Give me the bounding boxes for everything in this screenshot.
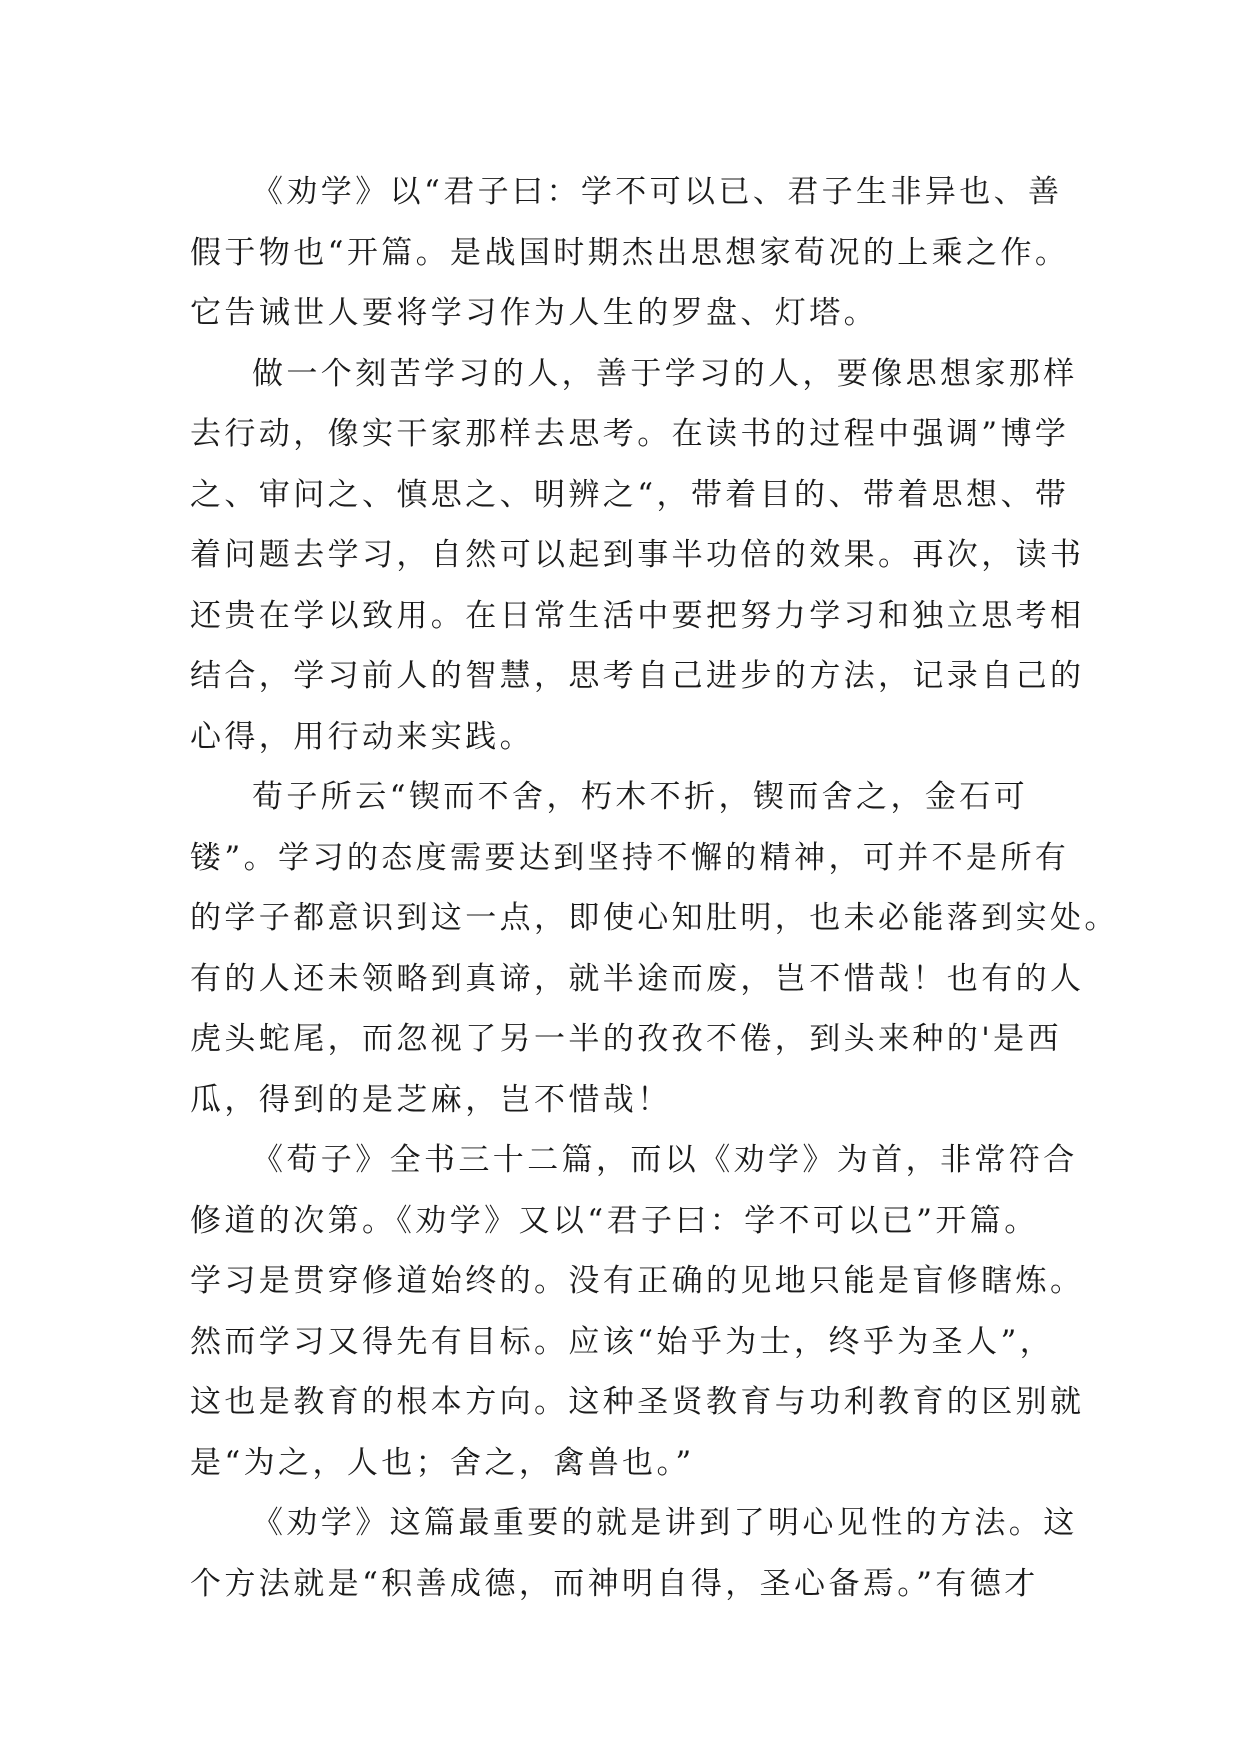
paragraph-3-line-5: 虎头蛇尾，而忽视了另一半的孜孜不倦，到头来种的'是西	[190, 1021, 1062, 1057]
paragraph-4-line-5: 这也是教育的根本方向。这种圣贤教育与功利教育的区别就	[190, 1384, 1085, 1420]
paragraph-2-line-3: 之、审问之、慎思之、明辨之“，带着目的、带着思想、带	[190, 476, 1070, 513]
paragraph-2-line-1: 做一个刻苦学习的人，善于学习的人，要像思想家那样	[252, 355, 1078, 392]
paragraph-4-line-1: 《荀子》全书三十二篇，而以《劝学》为首，非常符合	[252, 1142, 1078, 1178]
paragraph-4-line-6: 是“为之，人也；舍之，禽兽也。”	[190, 1444, 695, 1481]
paragraph-2-line-6: 结合，学习前人的智慧，思考自己进步的方法，记录自己的	[190, 658, 1085, 694]
paragraph-5-line-2: 个方法就是“积善成德，而神明自得，圣心备焉。”有德才	[190, 1565, 1039, 1602]
paragraph-1-line-1: 《劝学》以“君子曰：学不可以已、君子生非异也、善	[252, 174, 1063, 210]
paragraph-1-line-2: 假于物也“开篇。是战国时期杰出思想家荀况的上乘之作。	[190, 234, 1070, 271]
document-body	[190, 162, 1119, 1614]
paragraph-3-line-1: 荀子所云“锲而不舍，朽木不折，锲而舍之，金石可	[252, 779, 1029, 815]
paragraph-2-line-7: 心得，用行动来实践。	[190, 718, 534, 755]
paragraph-3-line-3: 的学子都意识到这一点，即使心知肚明，也未必能落到实处。	[190, 900, 1119, 936]
paragraph-5-line-1: 《劝学》这篇最重要的就是讲到了明心见性的方法。这	[252, 1505, 1078, 1541]
paragraph-4-line-2: 修道的次第。《劝学》又以“君子曰：学不可以已”开篇。	[190, 1202, 1039, 1239]
paragraph-2-line-2: 去行动，像实干家那样去思考。在读书的过程中强调”博学	[190, 416, 1070, 452]
paragraph-4-line-4: 然而学习又得先有目标。应该“始乎为士，终乎为圣人”，	[190, 1323, 1055, 1360]
paragraph-2-line-4: 着问题去学习，自然可以起到事半功倍的效果。再次，读书	[190, 537, 1085, 573]
paragraph-2-line-5: 还贵在学以致用。在日常生活中要把努力学习和独立思考相	[190, 597, 1085, 634]
paragraph-3-line-2: 镂”。学习的态度需要达到坚持不懈的精神，可并不是所有	[190, 839, 1070, 876]
paragraph-4-line-3: 学习是贯穿修道始终的。没有正确的见地只能是盲修瞎炼。	[190, 1263, 1085, 1299]
paragraph-1-line-3: 它告诫世人要将学习作为人生的罗盘、灯塔。	[190, 295, 878, 331]
paragraph-3-line-6: 瓜，得到的是芝麻，岂不惜哉！	[190, 1081, 672, 1118]
paragraph-3-line-4: 有的人还未领略到真谛，就半途而废，岂不惜哉！也有的人	[190, 960, 1085, 997]
